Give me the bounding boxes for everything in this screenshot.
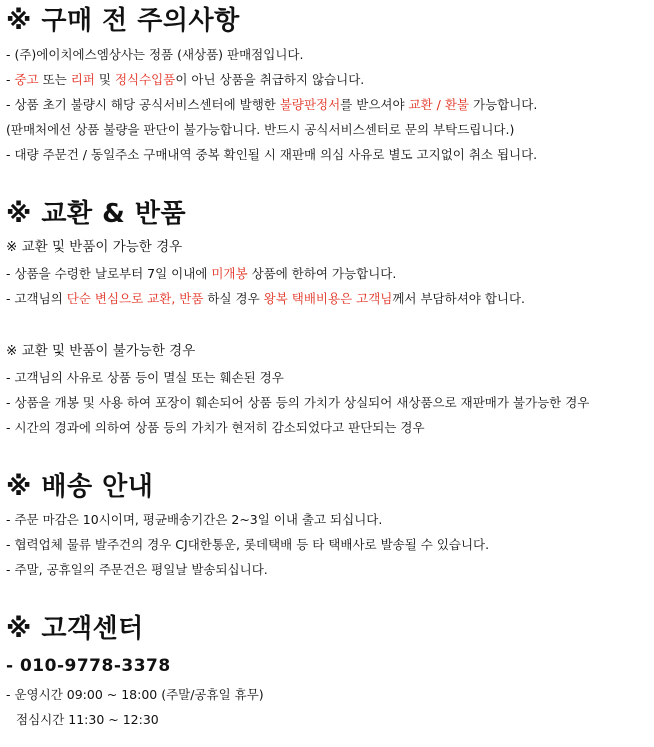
exchange-impossible-line-1: - 고객님의 사유로 상품 등이 멸실 또는 훼손된 경우 [6,370,284,385]
precaution-line-1: - (주)에이치에스엠상사는 정품 (새상품) 판매점입니다. [6,47,304,62]
lunch-hours: 점심시간 11:30 ~ 12:30 [16,712,159,727]
precaution-line-5: - 대량 주문건 / 동일주소 구매내역 중복 확인될 시 재판매 의심 사유로 별도 고지없이 취소 됩니다. [6,147,538,162]
shipping-line-1: - 주문 마감은 10시이며, 평균배송기간은 2~3일 이내 출고 되십니다. [6,512,383,527]
shipping-heading: ※ 배송 안내 [6,472,154,502]
exchange-possible-title: ※ 교환 및 반품이 가능한 경우 [6,239,183,255]
exchange-impossible-line-3: - 시간의 경과에 의하여 상품 등의 가치가 현저히 감소되었다고 판단되는 경우 [6,420,425,435]
exchange-impossible-line-2: - 상품을 개봉 및 사용 하여 포장이 훼손되어 상품 등의 가치가 상실되어 새상품으로 재판매가 불가능한 경우 [6,395,590,410]
shipping-line-3: - 주말, 공휴일의 주문건은 평일날 발송되십니다. [6,562,268,577]
phone-number: - 010-9778-3378 [6,656,171,676]
exchange-heading: ※ 교환 & 반품 [6,199,187,229]
shipping-line-2: - 협력업체 물류 발주건의 경우 CJ대한통운, 롯데택배 등 타 택배사로 발송될 수 있습니다. [6,537,490,552]
exchange-impossible-title: ※ 교환 및 반품이 불가능한 경우 [6,343,196,359]
exchange-possible-line-2: - 고객님의 단순 변심으로 교환, 반품 하실 경우 왕복 택배비용은 고객님께서 부담하셔야 합니다. [6,291,526,306]
exchange-possible-line-1: - 상품을 수령한 날로부터 7일 이내에 미개봉 상품에 한하여 가능합니다. [6,266,397,281]
customer-center-heading: ※ 고객센터 [6,614,144,644]
precaution-line-3: - 상품 초기 불량시 해당 공식서비스센터에 발행한 불량판정서를 받으셔야 교환 / 환불 가능합니다. [6,97,538,112]
precaution-line-4: (판매처에선 상품 불량을 판단이 불가능합니다. 반드시 공식서비스센터로 문의 부탁드립니다.) [6,122,515,137]
operating-hours: - 운영시간 09:00 ~ 18:00 (주말/공휴일 휴무) [6,687,264,702]
precautions-heading: ※ 구매 전 주의사항 [6,6,240,36]
precaution-line-2: - 중고 또는 리퍼 및 정식수입품이 아닌 상품을 취급하지 않습니다. [6,72,365,87]
